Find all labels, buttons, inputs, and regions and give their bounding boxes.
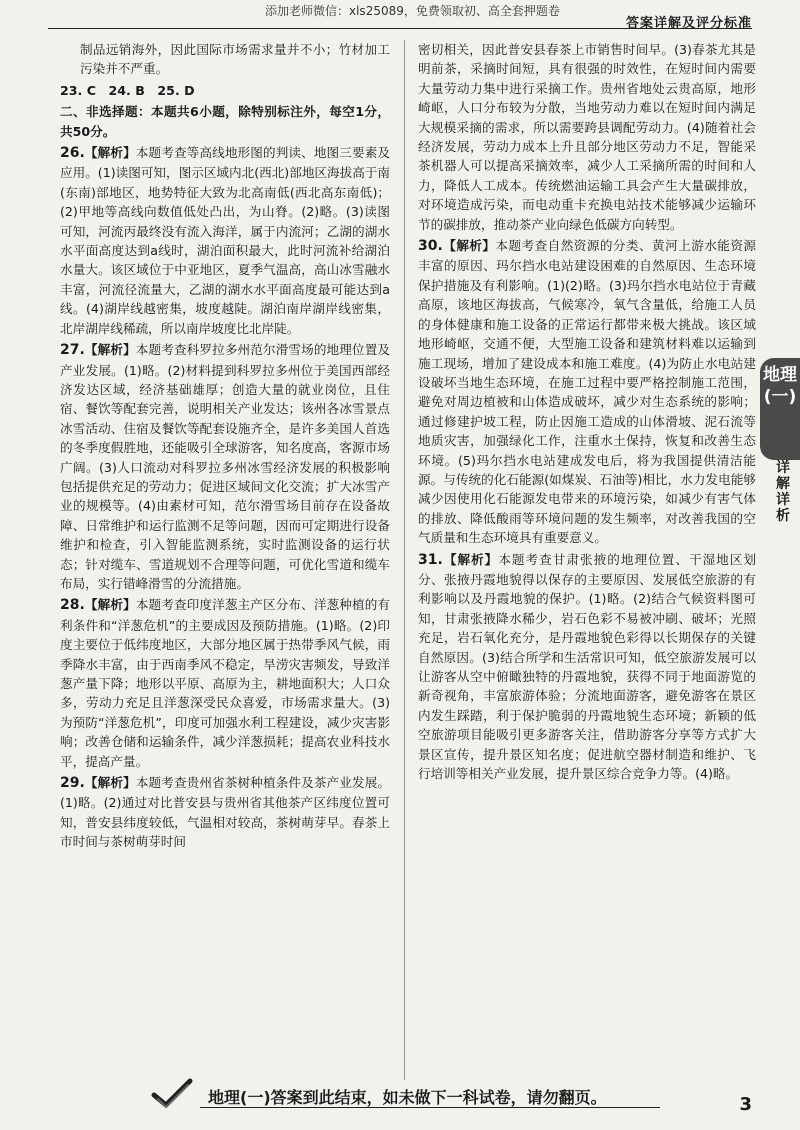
answer-29: [60, 773, 390, 852]
analysis-tag: 【解析】: [84, 597, 136, 613]
checkmark-icon: [150, 1077, 194, 1111]
mc-answers: 23. C 24. B 25. D: [60, 82, 195, 98]
analysis-tag: 【解析】: [84, 342, 136, 358]
analysis-tag: 【解析】: [442, 551, 499, 567]
footer-bar: [150, 1083, 670, 1109]
promo-banner: 添加老师微信：xls25089，免费领取初、高全套押题卷: [265, 4, 560, 18]
answer-text: 本题考查科罗拉多州范尔滑雪场的地理位置及产业发展。(1)略。(2)材料提到科罗拉多州位于美国西部经济发达区域，经济基础雄厚；创造大量的就业岗位，且住宿、餐饮等配套完善，说明相关产业发达；该州各冰雪景点冰雪活动、住宿及餐饮等配套设施齐全，是许多美国人首选的冬季度假胜地，还能吸引全球游客，知名度高，客源市场广阔。(3)人口流动对科罗拉多州冰雪经济发展的积极影响包括提供充足的劳动力；促进区域间文化交流；扩大冰雪产业的规模等。(4)由素材可知，范尔滑雪场目前存在设备故障、日常维护和运行监测不足等问题，因而可定期进行设备维护和检查，引入智能监测系统，实时监测设备的运行状态；针对缆车、雪道规划不合理等问题，可优化雪道和缆车布局，实行错峰滑雪的分流措施。: [60, 342, 391, 591]
answer-28: [60, 595, 390, 771]
answer-27: [60, 340, 390, 593]
question-number: 29.: [60, 775, 85, 792]
analysis-tag: 【解析】: [442, 238, 496, 254]
question-number: 28.: [60, 597, 85, 614]
continued-text: 制品远销海外，因此国际市场需求量并不小；竹材加工污染并不严重。: [80, 42, 390, 77]
left-column: [60, 40, 390, 854]
footer-note: 地理(一)答案到此结束，如未做下一科试卷，请勿翻页。: [208, 1088, 607, 1107]
answer-30: [418, 236, 756, 548]
question-number: 27.: [60, 342, 85, 359]
question-number: 31.: [418, 551, 443, 568]
right-column: [418, 40, 756, 785]
column-divider: [404, 40, 405, 1080]
analysis-tag: 【解析】: [84, 145, 136, 161]
question-number: 30.: [418, 238, 443, 255]
question-number: 26.: [60, 145, 85, 162]
page-number: 3: [739, 1094, 752, 1115]
answer-31: [418, 550, 756, 784]
footer-underline: [200, 1107, 660, 1108]
answer-text: 本题考查等高线地形图的判读、地图三要素及应用。(1)读图可知，图示区域内北(西北)部地区海拔高于南(东南)部地区，地势特征大致为北高南低(西北高东南低)；(2)甲地等高线向数值低处凸出，为山脊。(2)略。(3)读图可知，河流丙最终没有流入海洋，属于内流河；乙湖的湖水水平面高度达到a线时，湖泊面积最大，此时河流补给湖泊水量大。该区域位于中亚地区，夏季气温高，高山冰雪融水丰富，河流径流量大，乙湖的湖水水平面高度最可能达到a线。(4)湖岸线越密集，坡度越陡。湖泊南岸湖岸线密集，北岸湖岸线稀疏，所以南岸坡度比北岸陡。: [60, 145, 391, 336]
section-heading: 二、非选择题：本题共6小题，除特别标注外，每空1分，共50分。: [60, 104, 390, 139]
answer-26: [60, 143, 390, 338]
answer-29-continued: 密切相关，因此普安县春茶上市销售时间早。(3)春茶尤其是明前茶，采摘时间短，具有很强的时效性，在短时间内需要大量劳动力集中进行采摘工作。贵州省地处云贵高原，地形崎岖，人口分布较为分散，当地劳动力难以在短时间内满足大规模采摘的需求，所以需要跨县调配劳动力。(4)随着社会经济发展，劳动力成本上升且部分地区劳动力不足，智能采茶机器人可以提高采摘效率，减少人工采摘所需的时间和人力，降低人工成本。传统燃油运输工具会产生大量碳排放，对环境造成污染，而电动重卡充换电站技术能够减少运输环节的碳排放，推动茶产业向绿色低碳方向转型。: [418, 42, 756, 232]
subject-side-tab: 地理(一): [760, 358, 800, 460]
answer-text: 本题考查贵州省茶树种植条件及茶产业发展。(1)略。(2)通过对比普安县与贵州省其他茶产区纬度位置可知，普安县纬度较低，气温相对较高，茶树萌芽早。春茶上市时间与茶树萌芽时间: [60, 775, 391, 850]
analysis-tag: 【解析】: [84, 775, 136, 791]
page-header: [0, 0, 800, 34]
answer-text: 本题考查自然资源的分类、黄河上游水能资源丰富的原因、玛尔挡水电站建设困难的自然原因、生态环境保护措施及有利影响。(1)(2)略。(3)玛尔挡水电站位于青藏高原，该地区海拔高，气候寒冷，氧气含量低，给施工人员的身体健康和施工设备的正常运行都带来极大挑战。该区域地形崎岖，交通不便，大型施工设备和建筑材料难以运输到施工现场，增加了建设成本和施工难度。(4)为防止水电站建设破坏当地生态环境，在施工过程中要严格控制施工范围，避免对周边植被和山体造成破坏，减少对生态系统的影响；通过修建护坡工程，防止因施工造成的山体滑坡、泥石流等地质灾害，加强绿化工作，注重水土保持，恢复和改善生态环境。(5)玛尔挡水电站建成发电后，将为我国提供清洁能源。与传统的化石能源(如煤炭、石油等)相比，水力发电能够减少因使用化石能源发电带来的环境污染，如减少有害气体的排放、降低酸雨等环境问题的发生频率，对改善我国的空气质量和生态环境具有重要意义。: [418, 238, 757, 546]
side-tab-caption: 详解详析: [776, 460, 790, 524]
answer-text: 本题考查印度洋葱主产区分布、洋葱种植的有利条件和“洋葱危机”的主要成因及预防措施。(1)略。(2)印度主要位于低纬度地区，大部分地区属于热带季风气候，雨季降水丰富，由于西南季风不稳定，旱涝灾害频发，导致洋葱产量下降；地形以平原、高原为主，耕地面积大；人口众多，劳动力充足且洋葱深受民众喜爱，市场需求量大。(3)为预防“洋葱危机”，印度可加强水利工程建设，减少灾害影响；改善仓储和运输条件，减少洋葱损耗；提高农业科技水平，提高产量。: [60, 597, 391, 769]
answer-text: 本题考查甘肃张掖的地理位置、干湿地区划分、张掖丹霞地貌得以保存的主要原因、发展低空旅游的有利影响以及丹霞地貌的保护。(1)略。(2)结合气候资料图可知，甘肃张掖降水稀少，岩石色彩不易被冲刷、破坏；光照充足，岩石氧化充分，是丹霞地貌色彩得以长期保存的关键自然原因。(3)结合所学和生活常识可知，低空旅游发展可以让游客从空中俯瞰独特的丹霞地貌，获得不同于地面游览的新奇视角，丰富旅游体验；分流地面游客，避免游客在景区内发生踩踏，利于保护脆弱的丹霞地貌生态环境；新颖的低空旅游项目能吸引更多游客关注，借助游客分享等方式扩大景区宣传，提升景区知名度；促进航空器材制造和维护、飞行培训等相关产业发展，提升景区综合竞争力等。(4)略。: [418, 551, 757, 782]
header-title: 答案详解及评分标准: [625, 16, 752, 31]
header-rule: [48, 28, 752, 29]
